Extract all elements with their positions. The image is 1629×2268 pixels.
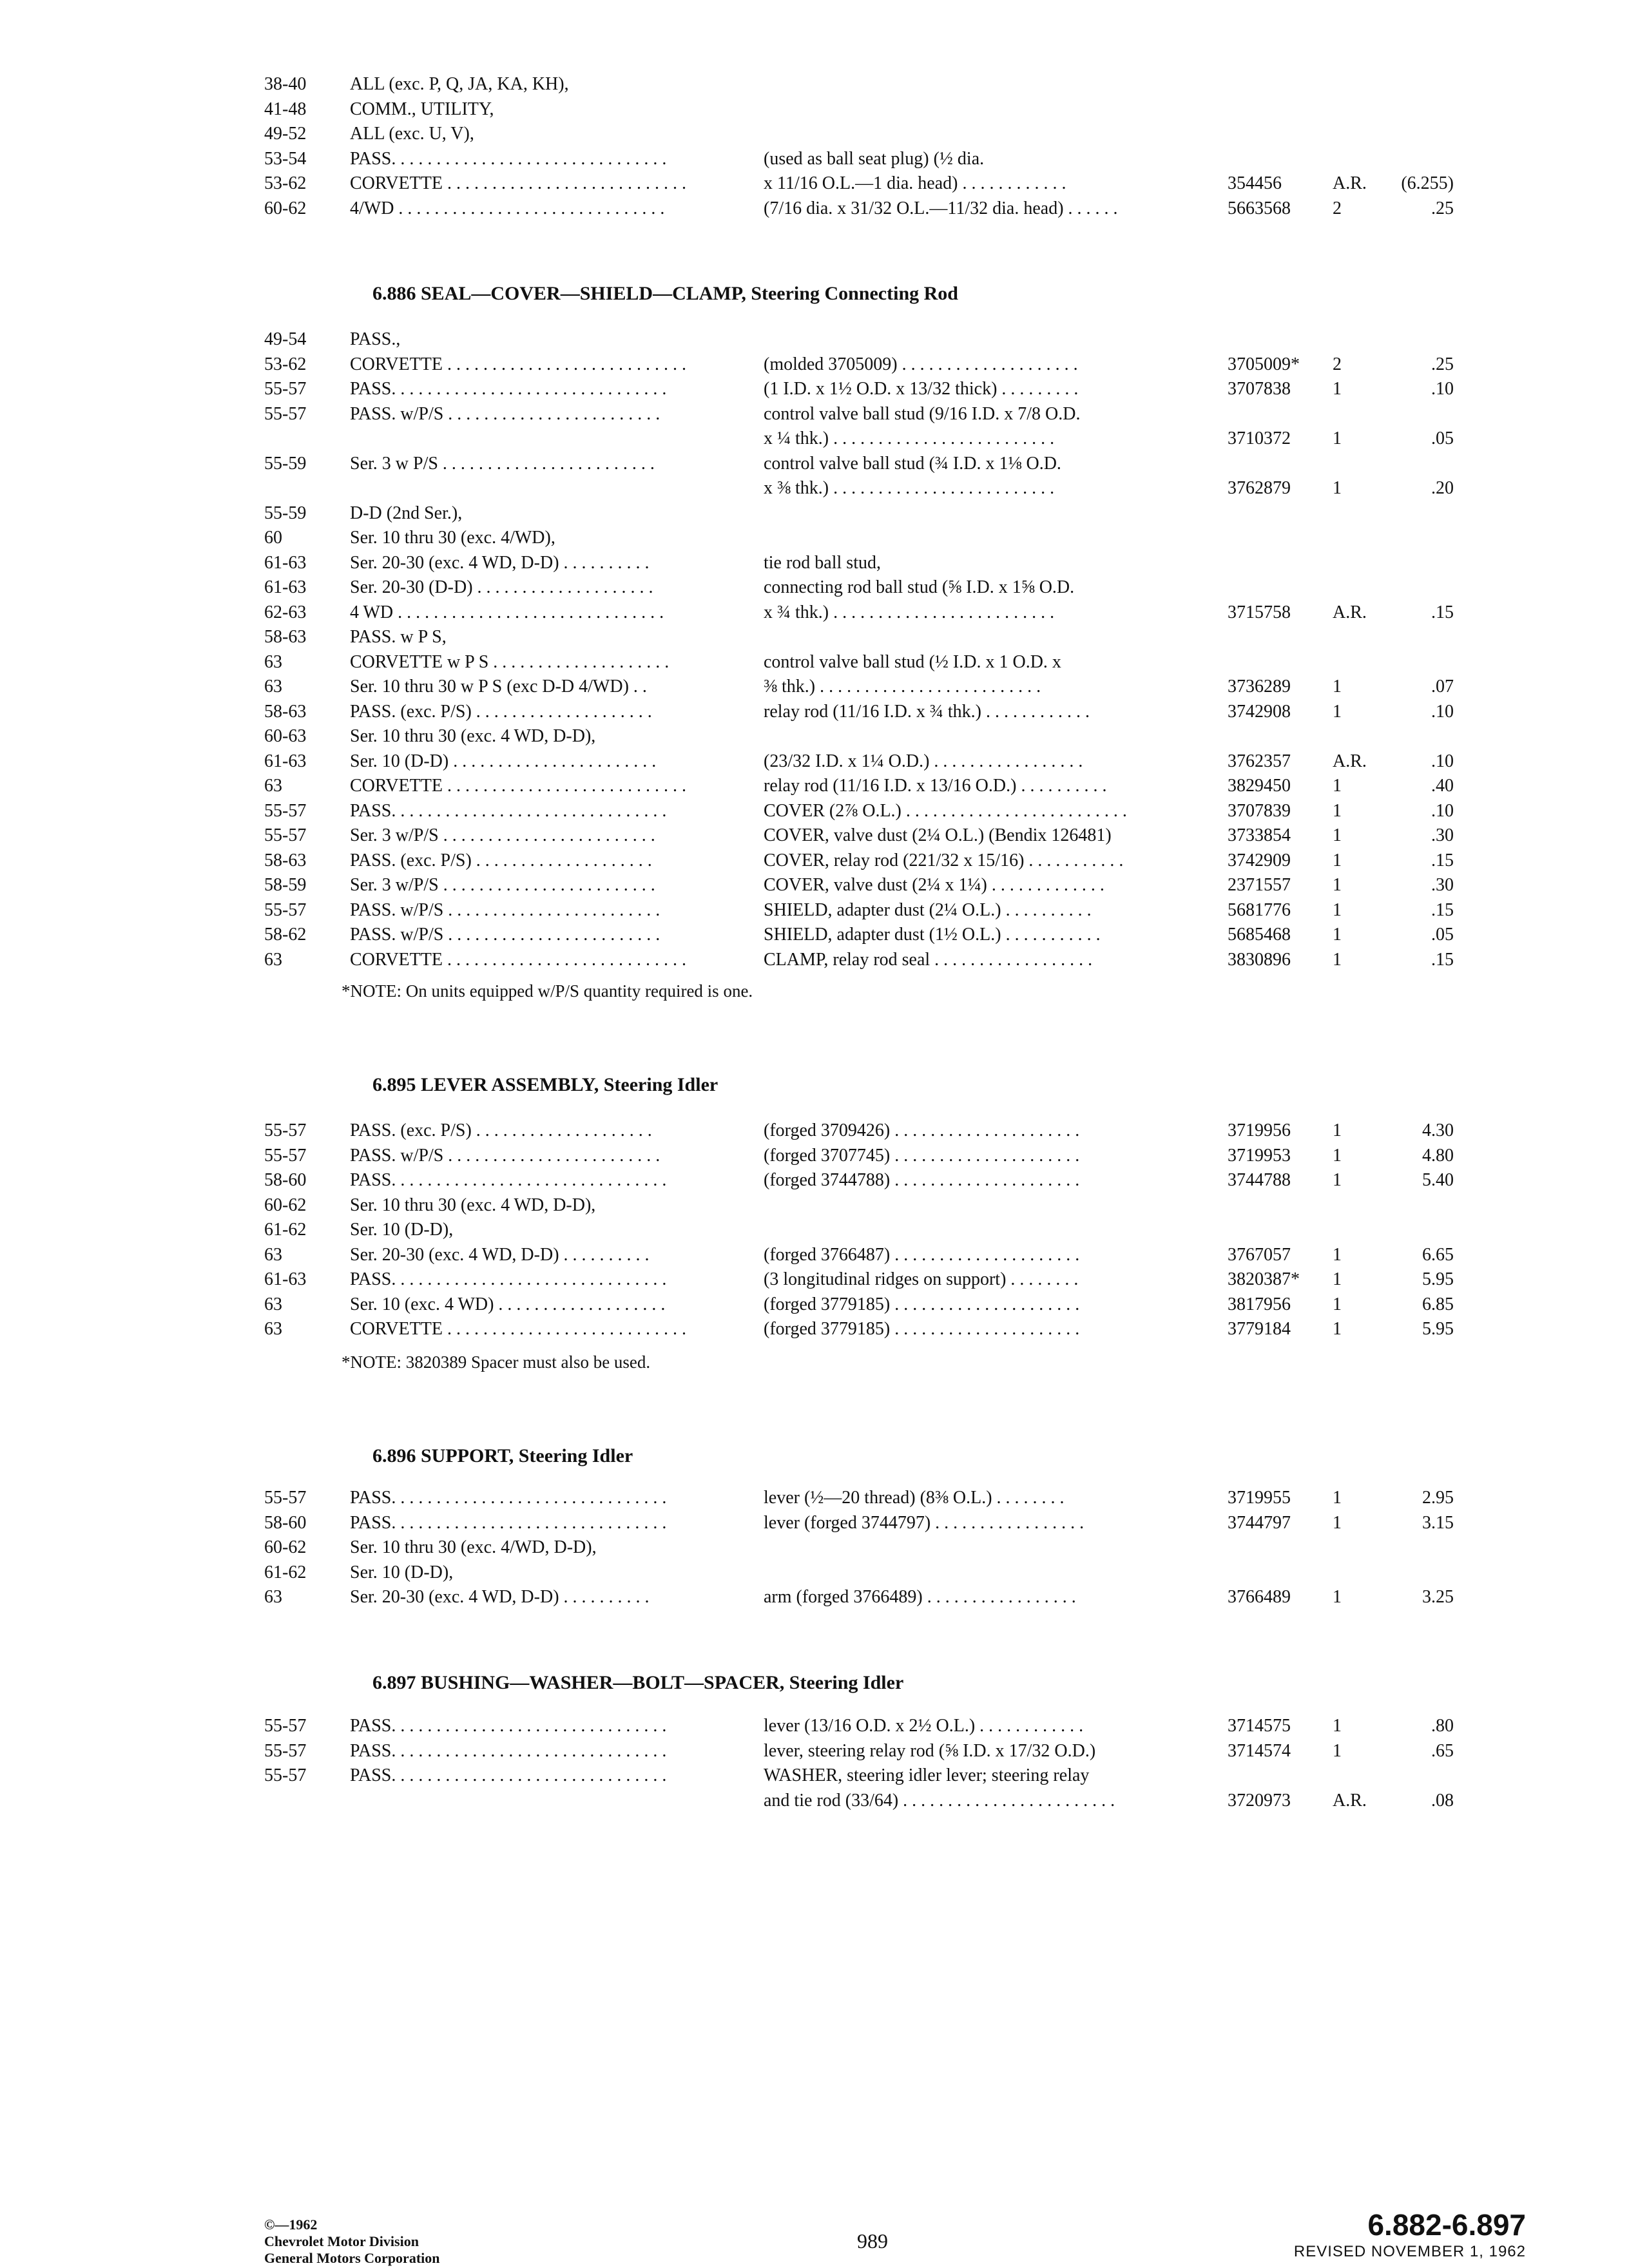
cell-model: PASS. (exc. P/S) . . . . . . . . . . . . . . . . . . . . [350,1120,652,1140]
cell-model: Ser. 10 (exc. 4 WD) . . . . . . . . . . . . . . . . . . . [350,1294,666,1314]
cell-years: 55-57 [264,1765,307,1785]
cell-years: 60-62 [264,198,307,218]
cell-model: PASS. w/P/S . . . . . . . . . . . . . . . . . . . . . . . . [350,900,660,920]
cell-price: .10 [1431,379,1454,399]
table-row [0,749,1629,774]
cell-price: .30 [1431,825,1454,845]
cell-desc: ⅜ thk.) . . . . . . . . . . . . . . . . . . . . . . . . . [764,677,1041,697]
cell-years: 61-62 [264,1562,307,1582]
table-row [0,923,1629,947]
table-row [0,476,1629,501]
cell-part: 2371557 [1228,875,1291,895]
cell-desc: lever (½—20 thread) (8⅜ O.L.) . . . . . . . . [764,1488,1065,1508]
cell-model: CORVETTE w P S . . . . . . . . . . . . . . . . . . . . [350,652,670,672]
table-row [0,1789,1629,1813]
cell-qty: 1 [1333,1587,1342,1607]
cell-model: Ser. 10 thru 30 (exc. 4 WD, D-D), [350,1195,596,1215]
cell-years: 55-57 [264,1120,307,1140]
cell-model: Ser. 20-30 (exc. 4 WD, D-D) . . . . . . . . . . [350,1587,650,1607]
cell-desc: (molded 3705009) . . . . . . . . . . . . . . . . . . . . [764,354,1078,374]
cell-part: 3742909 [1228,850,1291,870]
footer-division: Chevrolet Motor Division [264,2233,419,2249]
table-row [0,147,1629,171]
cell-qty: 1 [1333,379,1342,399]
cell-model: PASS. (exc. P/S) . . . . . . . . . . . . . . . . . . . . [350,702,652,722]
table-row [0,402,1629,427]
table-row [0,873,1629,898]
table-row [0,948,1629,972]
cell-years: 58-63 [264,627,307,647]
cell-qty: 1 [1333,1488,1342,1508]
cell-price: 5.40 [1422,1170,1454,1190]
cell-desc: (forged 3709426) . . . . . . . . . . . . . . . . . . . . . [764,1120,1080,1140]
cell-price: .40 [1431,776,1454,796]
cell-desc: connecting rod ball stud (⅝ I.D. x 1⅝ O.D. [764,577,1075,597]
cell-model: 4/WD . . . . . . . . . . . . . . . . . . . . . . . . . . . . . . [350,198,665,218]
cell-years: 41-48 [264,99,307,119]
cell-desc: x ¾ thk.) . . . . . . . . . . . . . . . . . . . . . . . . . [764,602,1055,622]
cell-model: Ser. 20-30 (exc. 4 WD, D-D) . . . . . . . . . . [350,553,650,573]
cell-price: 3.15 [1422,1513,1454,1533]
page-number: 989 [857,2229,888,2253]
table-row [0,575,1629,600]
table-row [0,1511,1629,1535]
section-note: *NOTE: 3820389 Spacer must also be used. [342,1352,651,1372]
cell-years: 61-62 [264,1220,307,1240]
cell-desc: (forged 3744788) . . . . . . . . . . . . . . . . . . . . . [764,1170,1080,1190]
table-row [0,526,1629,550]
cell-desc: (forged 3779185) . . . . . . . . . . . . . . . . . . . . . [764,1319,1080,1339]
cell-part: 3742908 [1228,702,1291,722]
cell-price: 6.65 [1422,1245,1454,1265]
cell-qty: 1 [1333,1294,1342,1314]
cell-qty: 2 [1333,354,1342,374]
cell-desc: relay rod (11/16 I.D. x ¾ thk.) . . . . . . . . . . . . [764,702,1090,722]
cell-model: ALL (exc. P, Q, JA, KA, KH), [350,74,569,94]
cell-desc: SHIELD, adapter dust (2¼ O.L.) . . . . . . . . . . [764,900,1092,920]
cell-qty: A.R. [1333,173,1367,193]
table-row [0,1535,1629,1560]
cell-part: 3762879 [1228,478,1291,498]
cell-part: 3719953 [1228,1146,1291,1166]
cell-part: 3719955 [1228,1488,1291,1508]
cell-model: PASS. (exc. P/S) . . . . . . . . . . . . . . . . . . . . [350,850,652,870]
cell-desc: CLAMP, relay rod seal . . . . . . . . . . . . . . . . . . [764,950,1093,970]
cell-part: 3767057 [1228,1245,1291,1265]
cell-years: 53-62 [264,354,307,374]
cell-years: 58-63 [264,850,307,870]
cell-years: 55-57 [264,1488,307,1508]
cell-qty: A.R. [1333,1791,1367,1811]
table-row [0,1144,1629,1168]
table-row [0,1168,1629,1193]
cell-model: Ser. 10 thru 30 (exc. 4/WD), [350,528,555,548]
cell-part: 3707839 [1228,801,1291,821]
cell-model: PASS. . . . . . . . . . . . . . . . . . . . . . . . . . . . . . . [350,1269,667,1289]
cell-desc: control valve ball stud (½ I.D. x 1 O.D. x [764,652,1061,672]
cell-years: 55-57 [264,801,307,821]
cell-desc: COVER, valve dust (2¼ x 1¼) . . . . . . . . . . . . . [764,875,1104,895]
cell-qty: 1 [1333,478,1342,498]
table-row [0,1317,1629,1341]
cell-part: 3733854 [1228,825,1291,845]
cell-model: CORVETTE . . . . . . . . . . . . . . . . . . . . . . . . . . . [350,950,686,970]
table-row [0,1739,1629,1763]
cell-part: 3766489 [1228,1587,1291,1607]
cell-years: 55-57 [264,379,307,399]
section-heading: 6.886 SEAL—COVER—SHIELD—CLAMP, Steering Connecting Rod [372,283,958,304]
table-row [0,501,1629,526]
cell-desc: (3 longitudinal ridges on support) . . . . . . . . [764,1269,1079,1289]
table-row [0,377,1629,401]
cell-desc: control valve ball stud (¾ I.D. x 1⅛ O.D. [764,454,1061,474]
cell-desc: (used as ball seat plug) (½ dia. [764,149,985,169]
cell-part: 3720973 [1228,1791,1291,1811]
cell-price: .10 [1431,702,1454,722]
footer-publisher [264,2216,440,2267]
table-row [0,898,1629,923]
cell-qty: 1 [1333,875,1342,895]
cell-desc: lever, steering relay rod (⅝ I.D. x 17/32 O.D.) [764,1741,1096,1761]
cell-desc: x ⅜ thk.) . . . . . . . . . . . . . . . . . . . . . . . . . [764,478,1055,498]
cell-part: 3762357 [1228,751,1291,771]
cell-qty: 1 [1333,900,1342,920]
table-row [0,650,1629,675]
table-row [0,1218,1629,1242]
cell-years: 55-57 [264,1146,307,1166]
table-row [0,849,1629,873]
cell-years: 58-60 [264,1170,307,1190]
cell-part: 5663568 [1228,198,1291,218]
cell-model: PASS. w/P/S . . . . . . . . . . . . . . . . . . . . . . . . [350,1146,660,1166]
table-row [0,452,1629,476]
cell-model: Ser. 10 thru 30 (exc. 4 WD, D-D), [350,726,596,746]
table-row [0,327,1629,352]
cell-part: 3820387* [1228,1269,1300,1289]
table-row [0,700,1629,724]
cell-qty: 1 [1333,428,1342,448]
cell-part: 5685468 [1228,925,1291,945]
cell-part: 3779184 [1228,1319,1291,1339]
cell-years: 58-63 [264,702,307,722]
cell-model: Ser. 20-30 (D-D) . . . . . . . . . . . . . . . . . . . . [350,577,653,597]
cell-model: CORVETTE . . . . . . . . . . . . . . . . . . . . . . . . . . . [350,173,686,193]
table-row [0,551,1629,575]
cell-desc: tie rod ball stud, [764,553,881,573]
cell-qty: A.R. [1333,751,1367,771]
cell-price: .30 [1431,875,1454,895]
cell-price: 4.80 [1422,1146,1454,1166]
cell-desc: COVER, valve dust (2¼ O.L.) (Bendix 126481) [764,825,1112,845]
section-range: 6.882-6.897 [1367,2208,1526,2242]
cell-years: 61-63 [264,577,307,597]
table-row [0,1714,1629,1738]
cell-years: 63 [264,776,282,796]
cell-years: 55-57 [264,404,307,424]
cell-model: CORVETTE . . . . . . . . . . . . . . . . . . . . . . . . . . . [350,354,686,374]
section-heading: 6.896 SUPPORT, Steering Idler [372,1445,633,1466]
table-row [0,122,1629,146]
cell-model: Ser. 10 (D-D), [350,1220,454,1240]
cell-model: PASS. . . . . . . . . . . . . . . . . . . . . . . . . . . . . . . [350,1741,667,1761]
table-row [0,197,1629,221]
cell-years: 60 [264,528,282,548]
cell-model: Ser. 3 w P/S . . . . . . . . . . . . . . . . . . . . . . . . [350,454,655,474]
cell-model: CORVETTE . . . . . . . . . . . . . . . . . . . . . . . . . . . [350,776,686,796]
cell-part: 3710372 [1228,428,1291,448]
cell-price: .15 [1431,850,1454,870]
cell-desc: COVER, relay rod (221/32 x 15/16) . . . . . . . . . . . [764,850,1124,870]
cell-price: 5.95 [1422,1319,1454,1339]
cell-model: 4 WD . . . . . . . . . . . . . . . . . . . . . . . . . . . . . . [350,602,664,622]
table-row [0,352,1629,377]
cell-price: .05 [1431,925,1454,945]
cell-part: 5681776 [1228,900,1291,920]
cell-price: .15 [1431,900,1454,920]
table-row [0,1293,1629,1317]
cell-years: 63 [264,677,282,697]
cell-part: 3719956 [1228,1120,1291,1140]
cell-model: PASS. . . . . . . . . . . . . . . . . . . . . . . . . . . . . . . [350,1513,667,1533]
cell-part: 3707838 [1228,379,1291,399]
cell-model: Ser. 10 thru 30 w P S (exc D-D 4/WD) . . [350,677,647,697]
cell-years: 58-59 [264,875,307,895]
table-row [0,1193,1629,1218]
cell-qty: 1 [1333,1146,1342,1166]
cell-desc: (7/16 dia. x 31/32 O.L.—11/32 dia. head) . . . . . . [764,198,1118,218]
cell-years: 55-57 [264,1716,307,1736]
cell-desc: x 11/16 O.L.—1 dia. head) . . . . . . . . . . . . [764,173,1066,193]
footer-section-info [1294,2207,1526,2262]
table-row [0,1763,1629,1788]
table-row [0,171,1629,196]
table-row [0,1585,1629,1610]
cell-qty: 1 [1333,1269,1342,1289]
table-row [0,97,1629,122]
cell-model: ALL (exc. U, V), [350,124,474,144]
cell-years: 61-63 [264,1269,307,1289]
section-note: *NOTE: On units equipped w/P/S quantity required is one. [342,981,753,1001]
table-row [0,823,1629,848]
cell-model: PASS. . . . . . . . . . . . . . . . . . . . . . . . . . . . . . . [350,801,667,821]
cell-desc: (1 I.D. x 1½ O.D. x 13/32 thick) . . . . . . . . . [764,379,1079,399]
cell-qty: 1 [1333,1170,1342,1190]
table-row [0,799,1629,823]
cell-years: 63 [264,950,282,970]
cell-price: .25 [1431,198,1454,218]
cell-model: PASS. . . . . . . . . . . . . . . . . . . . . . . . . . . . . . . [350,379,667,399]
cell-desc: COVER (2⅞ O.L.) . . . . . . . . . . . . . . . . . . . . . . . . . [764,801,1127,821]
cell-desc: lever (forged 3744797) . . . . . . . . . . . . . . . . . [764,1513,1084,1533]
cell-part: 3714574 [1228,1741,1291,1761]
cell-years: 63 [264,1294,282,1314]
cell-years: 55-57 [264,900,307,920]
cell-price: .10 [1431,751,1454,771]
cell-model: PASS. . . . . . . . . . . . . . . . . . . . . . . . . . . . . . . [350,1716,667,1736]
cell-part: 354456 [1228,173,1282,193]
cell-qty: 2 [1333,198,1342,218]
table-row [0,601,1629,625]
table-row [0,675,1629,699]
cell-model: Ser. 20-30 (exc. 4 WD, D-D) . . . . . . . . . . [350,1245,650,1265]
cell-model: Ser. 10 thru 30 (exc. 4/WD, D-D), [350,1537,597,1557]
cell-years: 60-63 [264,726,307,746]
cell-model: D-D (2nd Ser.), [350,503,463,523]
cell-qty: 1 [1333,677,1342,697]
cell-price: .65 [1431,1741,1454,1761]
cell-years: 49-54 [264,329,307,349]
cell-years: 63 [264,1319,282,1339]
cell-years: 53-54 [264,149,307,169]
cell-model: PASS. . . . . . . . . . . . . . . . . . . . . . . . . . . . . . . [350,149,667,169]
table-row [0,724,1629,749]
cell-years: 55-59 [264,454,307,474]
cell-years: 55-57 [264,825,307,845]
cell-qty: 1 [1333,925,1342,945]
cell-model: Ser. 3 w/P/S . . . . . . . . . . . . . . . . . . . . . . . . [350,875,655,895]
cell-years: 55-59 [264,503,307,523]
cell-price: 3.25 [1422,1587,1454,1607]
cell-desc: and tie rod (33/64) . . . . . . . . . . . . . . . . . . . . . . . . [764,1791,1115,1811]
cell-years: 55-57 [264,1741,307,1761]
table-row [0,1119,1629,1143]
cell-model: CORVETTE . . . . . . . . . . . . . . . . . . . . . . . . . . . [350,1319,686,1339]
cell-price: .10 [1431,801,1454,821]
table-row [0,1267,1629,1292]
cell-years: 62-63 [264,602,307,622]
cell-model: PASS., [350,329,401,349]
cell-qty: 1 [1333,1716,1342,1736]
cell-price: (6.255) [1401,173,1454,193]
cell-desc: (23/32 I.D. x 1¼ O.D.) . . . . . . . . . . . . . . . . . [764,751,1083,771]
cell-model: PASS. w/P/S . . . . . . . . . . . . . . . . . . . . . . . . [350,925,660,945]
cell-qty: 1 [1333,1319,1342,1339]
cell-qty: 1 [1333,825,1342,845]
cell-price: .08 [1431,1791,1454,1811]
cell-model: Ser. 3 w/P/S . . . . . . . . . . . . . . . . . . . . . . . . [350,825,655,845]
cell-price: 2.95 [1422,1488,1454,1508]
table-row [0,625,1629,649]
cell-desc: relay rod (11/16 I.D. x 13/16 O.D.) . . . . . . . . . . [764,776,1107,796]
cell-qty: 1 [1333,1120,1342,1140]
cell-price: .20 [1431,478,1454,498]
cell-years: 61-63 [264,553,307,573]
footer-copyright: ©—1962 [264,2216,318,2233]
cell-years: 63 [264,1245,282,1265]
cell-years: 58-62 [264,925,307,945]
cell-model: PASS. . . . . . . . . . . . . . . . . . . . . . . . . . . . . . . [350,1765,667,1785]
table-row [0,774,1629,798]
table-row [0,427,1629,451]
table-row [0,1243,1629,1267]
cell-desc: SHIELD, adapter dust (1½ O.L.) . . . . . . . . . . . [764,925,1101,945]
cell-model: PASS. w P S, [350,627,447,647]
cell-years: 49-52 [264,124,307,144]
cell-model: Ser. 10 (D-D), [350,1562,454,1582]
cell-model: PASS. w/P/S . . . . . . . . . . . . . . . . . . . . . . . . [350,404,660,424]
cell-years: 63 [264,652,282,672]
cell-years: 61-63 [264,751,307,771]
cell-price: .15 [1431,950,1454,970]
cell-qty: 1 [1333,702,1342,722]
cell-desc: x ¼ thk.) . . . . . . . . . . . . . . . . . . . . . . . . . [764,428,1055,448]
cell-part: 3829450 [1228,776,1291,796]
cell-price: 4.30 [1422,1120,1454,1140]
cell-part: 3714575 [1228,1716,1291,1736]
cell-price: 5.95 [1422,1269,1454,1289]
cell-price: .05 [1431,428,1454,448]
cell-model: COMM., UTILITY, [350,99,494,119]
cell-qty: 1 [1333,801,1342,821]
cell-desc: (forged 3779185) . . . . . . . . . . . . . . . . . . . . . [764,1294,1080,1314]
table-row [0,72,1629,97]
cell-model: Ser. 10 (D-D) . . . . . . . . . . . . . . . . . . . . . . . [350,751,657,771]
cell-part: 3744788 [1228,1170,1291,1190]
cell-price: .80 [1431,1716,1454,1736]
cell-desc: (forged 3766487) . . . . . . . . . . . . . . . . . . . . . [764,1245,1080,1265]
cell-part: 3736289 [1228,677,1291,697]
cell-years: 60-62 [264,1537,307,1557]
cell-desc: lever (13/16 O.D. x 2½ O.L.) . . . . . . . . . . . . [764,1716,1084,1736]
cell-qty: 1 [1333,950,1342,970]
cell-qty: 1 [1333,1513,1342,1533]
cell-desc: control valve ball stud (9/16 I.D. x 7/8 O.D. [764,404,1081,424]
cell-qty: 1 [1333,850,1342,870]
cell-price: .25 [1431,354,1454,374]
cell-part: 3830896 [1228,950,1291,970]
section-heading: 6.897 BUSHING—WASHER—BOLT—SPACER, Steering Idler [372,1672,904,1693]
cell-years: 58-60 [264,1513,307,1533]
cell-model: PASS. . . . . . . . . . . . . . . . . . . . . . . . . . . . . . . [350,1170,667,1190]
cell-desc: arm (forged 3766489) . . . . . . . . . . . . . . . . . [764,1587,1076,1607]
cell-price: 6.85 [1422,1294,1454,1314]
cell-qty: 1 [1333,1245,1342,1265]
table-row [0,1561,1629,1585]
footer-corp: General Motors Corporation [264,2250,440,2266]
section-heading: 6.895 LEVER ASSEMBLY, Steering Idler [372,1074,718,1095]
cell-years: 63 [264,1587,282,1607]
cell-years: 60-62 [264,1195,307,1215]
cell-part: 3817956 [1228,1294,1291,1314]
cell-model: PASS. . . . . . . . . . . . . . . . . . . . . . . . . . . . . . . [350,1488,667,1508]
revised-date: REVISED NOVEMBER 1, 1962 [1293,2243,1526,2260]
cell-qty: 1 [1333,1741,1342,1761]
cell-part: 3715758 [1228,602,1291,622]
cell-desc: WASHER, steering idler lever; steering relay [764,1765,1090,1785]
cell-part: 3744797 [1228,1513,1291,1533]
cell-desc: (forged 3707745) . . . . . . . . . . . . . . . . . . . . . [764,1146,1080,1166]
cell-price: .07 [1431,677,1454,697]
cell-qty: A.R. [1333,602,1367,622]
cell-qty: 1 [1333,776,1342,796]
table-row [0,1486,1629,1510]
cell-years: 38-40 [264,74,307,94]
cell-years: 53-62 [264,173,307,193]
cell-part: 3705009* [1228,354,1300,374]
cell-price: .15 [1431,602,1454,622]
